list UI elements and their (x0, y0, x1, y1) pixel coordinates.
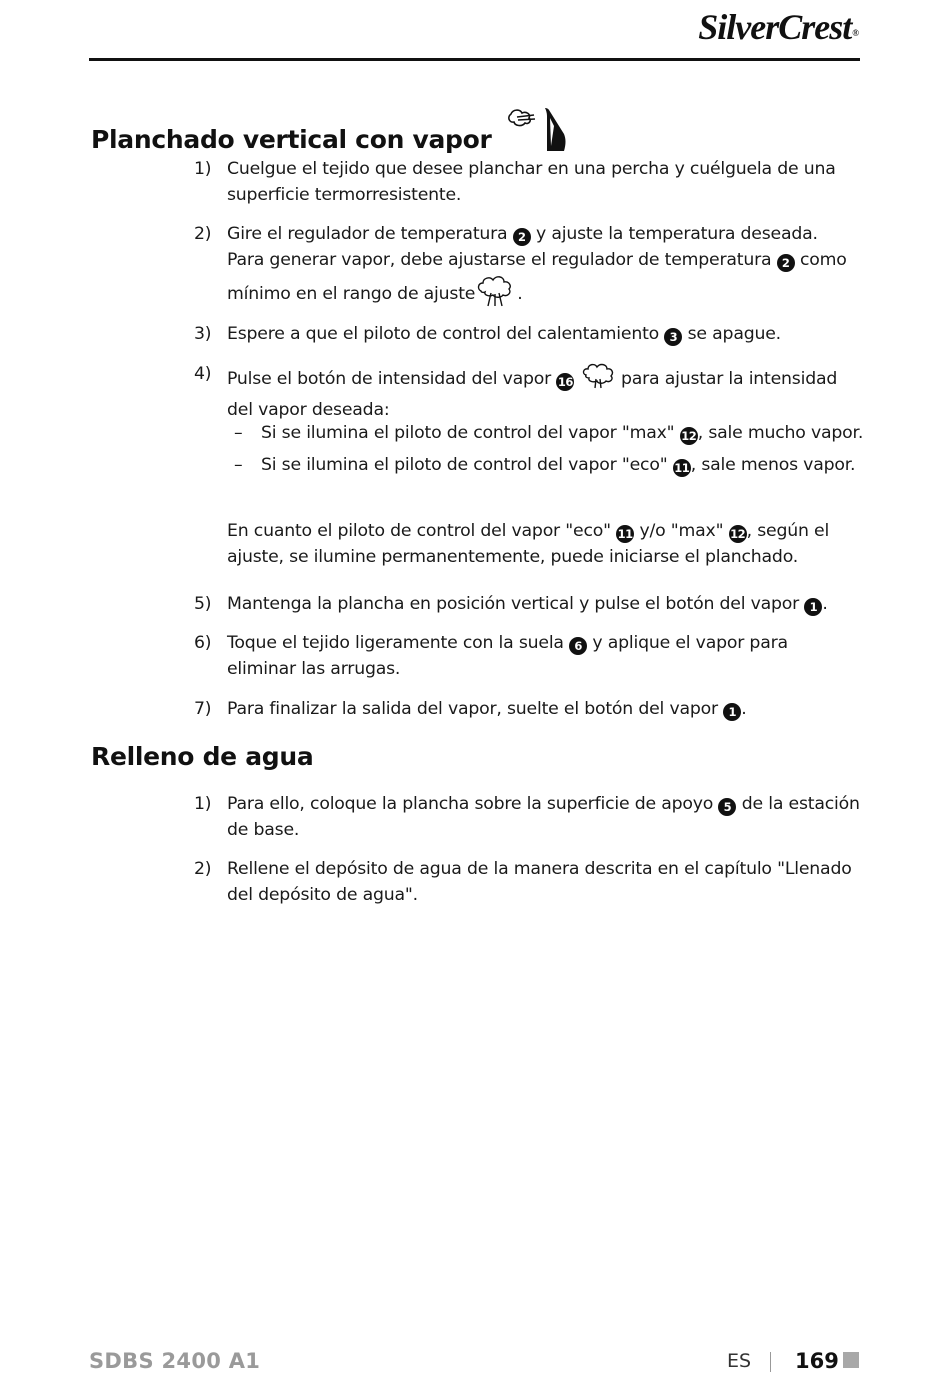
callout-marker: 16 (557, 375, 573, 389)
section-title-water-refill: Relleno de agua (91, 742, 314, 771)
list-item: 2) Gire el regulador de temperatura 2 y ajuste la temperatura deseada. Para generar vapor, debe ajustarse el regulador de temperatura 2 como mínimo en el rango de ajuste . (194, 221, 860, 315)
bullet-item: – Si se ilumina el piloto de control del vapor "max" 12, sale mucho vapor. (234, 423, 864, 443)
model-number: SDBS 2400 A1 (89, 1349, 261, 1373)
callout-marker: 5 (718, 798, 736, 816)
list-item: 5) Mantenga la plancha en posición vertical y pulse el botón del vapor 1 . (194, 594, 828, 614)
callout-marker: 6 (569, 637, 587, 655)
section-title-vertical-steam: Planchado vertical con vapor (91, 106, 572, 162)
list-item: 3) Espere a que el piloto de control del calentamiento 3 se apague. (194, 324, 781, 344)
page-number: 169 (795, 1349, 839, 1373)
callout-marker: 1 (804, 598, 822, 616)
list-item: 1) Cuelgue el tejido que desee planchar en una percha y cuélguela de una superficie termorresistente. (194, 159, 836, 205)
page-marker (843, 1352, 859, 1368)
callout-marker: 11 (617, 527, 633, 541)
list-item: 6) Toque el tejido ligeramente con la suela 6 y aplique el vapor para eliminar las arrugas. (194, 633, 788, 679)
list-item: 2) Rellene el depósito de agua de la manera descrita en el capítulo "Llenado del depósito de agua". (194, 859, 852, 905)
list-item: 1) Para ello, coloque la plancha sobre la superficie de apoyo 5 de la estación de base. (194, 794, 860, 840)
callout-marker: 2 (777, 254, 795, 272)
list-item: 7) Para finalizar la salida del vapor, suelte el botón del vapor 1 . (194, 699, 747, 719)
bullet-item: – Si se ilumina el piloto de control del vapor "eco" 11, sale menos vapor. (234, 455, 856, 475)
language-code: ES (727, 1350, 752, 1372)
note-paragraph: En cuanto el piloto de control del vapor "eco" 11 y/o "max" 12, según el ajuste, se ilumine permanentemente, puede iniciarse el planchado. (227, 521, 830, 567)
header-rule (89, 58, 860, 61)
vertical-steam-iron-icon (504, 106, 572, 162)
callout-marker: 2 (513, 228, 531, 246)
callout-marker: 1 (723, 703, 741, 721)
callout-marker: 12 (730, 527, 746, 541)
callout-marker: 12 (681, 429, 697, 443)
callout-marker: 3 (664, 328, 682, 346)
footer-divider (770, 1352, 771, 1372)
callout-marker: 11 (674, 461, 690, 475)
list-item: 4) Pulse el botón de intensidad del vapor 16 para ajustar la intensidad del vapor deseada: (194, 361, 860, 423)
brand-logo: SilverCrest® (698, 7, 858, 47)
steam-range-icon (475, 273, 517, 315)
steam-button-icon (580, 361, 616, 397)
